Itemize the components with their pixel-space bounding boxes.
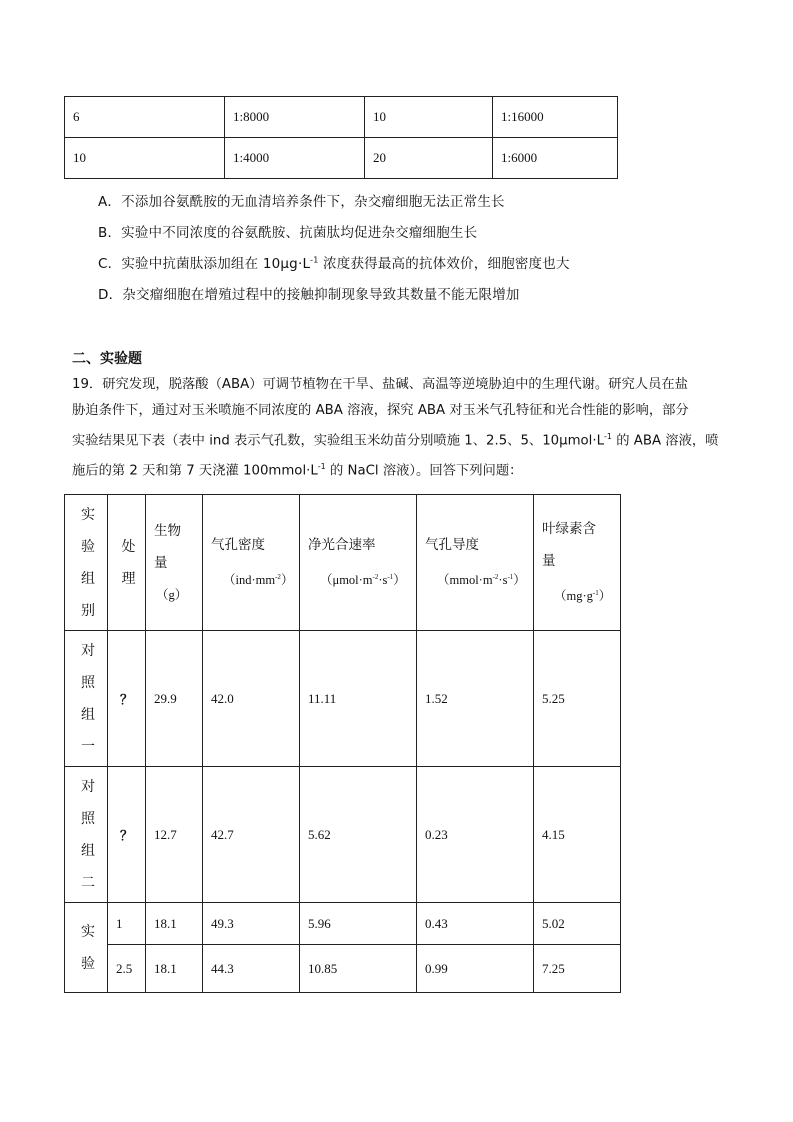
unit-text: （mg·g — [554, 589, 593, 604]
table-cell: 0.43 — [417, 903, 534, 945]
header-text: 量 — [154, 554, 168, 571]
table-cell: 42.0 — [203, 631, 300, 767]
header-biomass-label — [146, 515, 202, 611]
table-cell: 5.02 — [534, 903, 621, 945]
table-cell: 1:4000 — [225, 138, 365, 179]
row-label-control2 — [65, 767, 108, 903]
superscript: -1 — [604, 432, 612, 441]
header-group — [65, 495, 108, 631]
header-biomass — [146, 495, 203, 631]
header-group-label — [81, 499, 95, 627]
header-unit — [542, 577, 616, 612]
option-c-text: C．实验中抗菌肽添加组在 10μg·L — [98, 256, 311, 272]
header-net-photosynthesis — [300, 495, 417, 631]
header-unit — [308, 561, 412, 596]
table-header-row — [65, 495, 621, 631]
header-unit — [425, 561, 529, 596]
table-cell: 49.3 — [203, 903, 300, 945]
char: 照 — [81, 674, 95, 691]
header-unit: （g） — [156, 587, 188, 602]
superscript: -2 — [492, 572, 499, 581]
question-text: 施后的第 2 天和第 7 天浇灌 100mmol·L — [72, 463, 318, 479]
unit-text: ） — [513, 573, 526, 588]
main-data-table — [64, 494, 621, 993]
table-cell: 0.99 — [417, 945, 534, 993]
table-cell: 18.1 — [146, 945, 203, 993]
table-cell: 29.9 — [146, 631, 203, 767]
table-cell: 6 — [65, 97, 225, 138]
header-text: 生物 — [154, 522, 181, 539]
unit-text: （μmol·m — [320, 573, 373, 588]
table-cell: 1:8000 — [225, 97, 365, 138]
question-text: 的 ABA 溶液，喷 — [612, 433, 719, 449]
superscript: -1 — [507, 572, 514, 581]
table-cell: 42.7 — [203, 767, 300, 903]
table-cell: 1:16000 — [493, 97, 618, 138]
row-label — [81, 635, 95, 763]
row-label — [81, 916, 95, 980]
table-cell: 10.85 — [300, 945, 417, 993]
superscript: -1 — [387, 572, 394, 581]
header-chlorophyll — [534, 495, 621, 631]
char: 别 — [81, 602, 95, 619]
table-cell: 1:6000 — [493, 138, 618, 179]
superscript: -1 — [310, 255, 319, 265]
char: 处 — [121, 538, 136, 555]
question-paragraph — [72, 372, 726, 485]
table-cell: 44.3 — [203, 945, 300, 993]
table-cell: 5.96 — [300, 903, 417, 945]
unit-text: （mmol·m — [437, 573, 493, 588]
header-text: 气孔导度 — [425, 536, 479, 553]
table-cell: 11.11 — [300, 631, 417, 767]
table-cell: 5.25 — [534, 631, 621, 767]
table-row — [65, 631, 621, 767]
table-cell: 7.25 — [534, 945, 621, 993]
table-cell: 5.62 — [300, 767, 417, 903]
row-label-control1 — [65, 631, 108, 767]
option-b: B．实验中不同浓度的谷氨酰胺、抗菌肽均促进杂交瘤细胞生长 — [98, 225, 478, 241]
char: 组 — [81, 706, 95, 723]
unit-text: ·s — [498, 573, 508, 588]
treatment-cell: 2.5 — [108, 945, 146, 993]
header-unit — [211, 561, 295, 596]
table-row — [65, 903, 621, 945]
superscript: -2 — [372, 572, 379, 581]
table-cell: 12.7 — [146, 767, 203, 903]
section-title: 二、实验题 — [72, 351, 142, 367]
unit-text: ） — [598, 589, 612, 604]
table-row — [65, 945, 621, 993]
char: 验 — [81, 538, 95, 555]
char: 实 — [81, 923, 95, 940]
header-stomatal-density — [203, 495, 300, 631]
question-line: 19．研究发现，脱落酸（ABA）可调节植物在干旱、盐碱、高温等逆境胁迫中的生理代谢。研究人员在盐 — [72, 377, 688, 392]
char: 组 — [81, 842, 95, 859]
question-line: 胁迫条件下，通过对玉米喷施不同浓度的 ABA 溶液，探究 ABA 对玉米气孔特征和光合性能的影响，部分 — [72, 403, 689, 418]
superscript: -1 — [317, 462, 326, 472]
row-label — [81, 771, 95, 899]
header-chlorophyll-label — [534, 513, 620, 612]
char: 二 — [81, 874, 95, 891]
header-stomatal-conductance — [417, 495, 534, 631]
superscript: -2 — [275, 572, 281, 581]
header-stomatal-density-label — [203, 529, 299, 596]
table-cell: 0.23 — [417, 767, 534, 903]
table-cell: 10 — [365, 97, 493, 138]
header-treatment-label — [121, 531, 136, 595]
table-cell: 18.1 — [146, 903, 203, 945]
treatment-cell: ？ — [108, 767, 146, 903]
superscript: -1 — [592, 588, 599, 597]
question-line — [72, 454, 726, 484]
treatment-cell: ？ — [108, 631, 146, 767]
unit-text: ） — [393, 573, 406, 588]
option-c-text-end: 浓度获得最高的抗体效价，细胞密度也大 — [318, 256, 570, 272]
header-text: 量 — [542, 552, 556, 569]
table-row — [65, 97, 618, 138]
char: 一 — [81, 738, 95, 755]
char: 实 — [81, 506, 95, 523]
char: 组 — [81, 570, 95, 587]
header-text: 气孔密度 — [211, 536, 265, 553]
char: 对 — [81, 778, 95, 795]
char: 理 — [121, 570, 136, 587]
question-text: 实验结果见下表（表中 ind 表示气孔数，实验组玉米幼苗分别喷施 1、2.5、5、10μmol·L — [72, 433, 605, 449]
table-row — [65, 138, 618, 179]
table-cell: 10 — [65, 138, 225, 179]
char: 照 — [81, 810, 95, 827]
char: 对 — [81, 642, 95, 659]
table-row — [65, 767, 621, 903]
option-d: D．杂交瘤细胞在增殖过程中的接触抑制现象导致其数量不能无限增加 — [98, 287, 520, 303]
table-cell: 1.52 — [417, 631, 534, 767]
table-cell: 4.15 — [534, 767, 621, 903]
char: 验 — [81, 955, 95, 972]
treatment-cell: 1 — [108, 903, 146, 945]
header-stomatal-conductance-label — [417, 529, 533, 596]
row-label-experiment — [65, 903, 108, 993]
table-cell: 20 — [365, 138, 493, 179]
option-c — [98, 252, 570, 272]
header-text: 净光合速率 — [308, 536, 376, 553]
unit-text: （ind·mm — [223, 573, 276, 588]
option-a: A．不添加谷氨酰胺的无血清培养条件下，杂交瘤细胞无法正常生长 — [98, 194, 505, 210]
question-text: 的 NaCl 溶液）。回答下列问题： — [325, 463, 523, 479]
header-treatment — [108, 495, 146, 631]
unit-text: ） — [280, 573, 294, 588]
header-text: 叶绿素含 — [542, 520, 596, 537]
header-net-photosynthesis-label — [300, 529, 416, 596]
question-line — [72, 424, 726, 454]
top-data-table — [64, 96, 618, 179]
unit-text: ·s — [378, 573, 388, 588]
